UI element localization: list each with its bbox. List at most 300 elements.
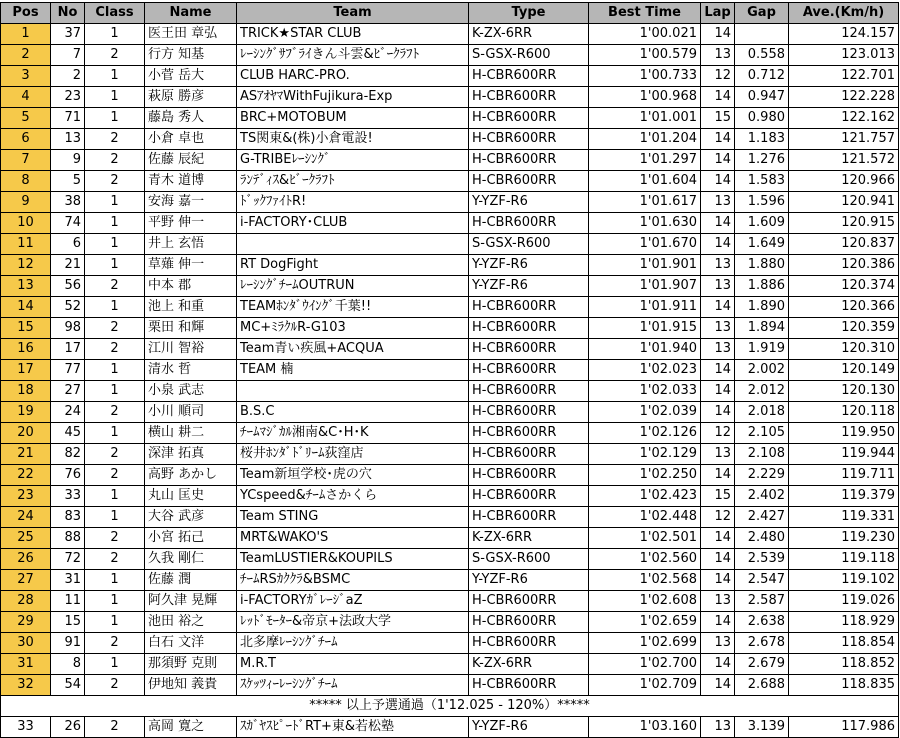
cell-gap: 2.427	[735, 507, 789, 528]
cell-type: H-CBR600RR	[469, 297, 589, 318]
cell-pos: 16	[1, 339, 51, 360]
cell-average-speed: 118.852	[789, 654, 899, 675]
cell-best-time: 1'02.501	[589, 528, 701, 549]
cell-average-speed: 120.374	[789, 276, 899, 297]
cell-pos: 31	[1, 654, 51, 675]
cell-class: 2	[85, 129, 145, 150]
cell-pos: 32	[1, 675, 51, 696]
results-body	[1, 24, 899, 738]
cell-no: 76	[51, 465, 85, 486]
cell-gap: 2.587	[735, 591, 789, 612]
cell-type: H-CBR600RR	[469, 87, 589, 108]
cell-pos: 24	[1, 507, 51, 528]
cell-lap: 14	[701, 465, 735, 486]
cell-gap: 2.018	[735, 402, 789, 423]
cell-class: 1	[85, 192, 145, 213]
cell-average-speed: 119.944	[789, 444, 899, 465]
cell-type: H-CBR600RR	[469, 381, 589, 402]
cell-no: 98	[51, 318, 85, 339]
cell-class: 1	[85, 255, 145, 276]
cell-best-time: 1'02.709	[589, 675, 701, 696]
header-type: Type	[469, 3, 589, 24]
cell-average-speed: 119.026	[789, 591, 899, 612]
cell-best-time: 1'01.204	[589, 129, 701, 150]
table-row	[1, 486, 899, 507]
cell-no: 56	[51, 276, 85, 297]
cell-name: 中本 郡	[145, 276, 237, 297]
cell-best-time: 1'02.659	[589, 612, 701, 633]
cell-pos: 1	[1, 24, 51, 45]
cell-name: 小菅 岳大	[145, 66, 237, 87]
cell-pos: 6	[1, 129, 51, 150]
cell-best-time: 1'01.940	[589, 339, 701, 360]
cell-no: 5	[51, 171, 85, 192]
cell-name: 萩原 勝彦	[145, 87, 237, 108]
cell-pos: 13	[1, 276, 51, 297]
cell-class: 2	[85, 45, 145, 66]
cell-best-time: 1'01.901	[589, 255, 701, 276]
cell-gap: 1.276	[735, 150, 789, 171]
cell-pos: 22	[1, 465, 51, 486]
cell-best-time: 1'01.915	[589, 318, 701, 339]
cell-team: ﾁｰﾑﾏｼﾞｶﾙ湘南&C･H･K	[237, 423, 469, 444]
cell-average-speed: 119.118	[789, 549, 899, 570]
cell-no: 82	[51, 444, 85, 465]
cell-team: TEAMﾎﾝﾀﾞｳｲﾝｸﾞ千葉!!	[237, 297, 469, 318]
cell-type: S-GSX-R600	[469, 45, 589, 66]
cell-type: H-CBR600RR	[469, 360, 589, 381]
cell-gap: 2.012	[735, 381, 789, 402]
cell-gap: 1.583	[735, 171, 789, 192]
cell-type: H-CBR600RR	[469, 213, 589, 234]
cell-type: K-ZX-6RR	[469, 24, 589, 45]
cell-no: 52	[51, 297, 85, 318]
cell-name: 丸山 匡史	[145, 486, 237, 507]
cell-average-speed: 117.986	[789, 717, 899, 738]
cell-average-speed: 120.386	[789, 255, 899, 276]
cell-pos: 23	[1, 486, 51, 507]
cell-average-speed: 120.966	[789, 171, 899, 192]
cell-gap: 0.712	[735, 66, 789, 87]
cell-average-speed: 118.835	[789, 675, 899, 696]
cell-team: Team STING	[237, 507, 469, 528]
cell-class: 2	[85, 549, 145, 570]
cell-name: 那須野 克則	[145, 654, 237, 675]
cell-lap: 15	[701, 486, 735, 507]
cell-lap: 13	[701, 717, 735, 738]
cell-gap: 0.947	[735, 87, 789, 108]
cell-type: H-CBR600RR	[469, 591, 589, 612]
cell-pos: 25	[1, 528, 51, 549]
cell-gap: 2.229	[735, 465, 789, 486]
cell-type: Y-YZF-R6	[469, 255, 589, 276]
cell-type: H-CBR600RR	[469, 171, 589, 192]
cell-lap: 14	[701, 675, 735, 696]
cell-best-time: 1'01.630	[589, 213, 701, 234]
table-row	[1, 633, 899, 654]
cell-name: 高野 あかし	[145, 465, 237, 486]
cell-team: TeamLUSTIER&KOUPILS	[237, 549, 469, 570]
cell-type: K-ZX-6RR	[469, 528, 589, 549]
cell-type: H-CBR600RR	[469, 486, 589, 507]
cell-type: H-CBR600RR	[469, 423, 589, 444]
table-row	[1, 549, 899, 570]
cell-no: 15	[51, 612, 85, 633]
table-row	[1, 570, 899, 591]
cell-gap: 2.108	[735, 444, 789, 465]
cell-name: 深津 拓真	[145, 444, 237, 465]
table-row	[1, 381, 899, 402]
cell-gap: 1.890	[735, 297, 789, 318]
cell-class: 2	[85, 717, 145, 738]
cell-no: 13	[51, 129, 85, 150]
cell-class: 1	[85, 108, 145, 129]
cell-pos: 12	[1, 255, 51, 276]
cell-no: 8	[51, 654, 85, 675]
cell-pos: 7	[1, 150, 51, 171]
cell-average-speed: 122.701	[789, 66, 899, 87]
cell-team: CLUB HARC-PRO.	[237, 66, 469, 87]
cell-pos: 20	[1, 423, 51, 444]
cell-no: 91	[51, 633, 85, 654]
cell-lap: 14	[701, 213, 735, 234]
cell-lap: 14	[701, 360, 735, 381]
table-row	[1, 318, 899, 339]
cell-pos: 30	[1, 633, 51, 654]
cell-team: ﾚｯﾄﾞﾓｰﾀｰ&帝京+法政大学	[237, 612, 469, 633]
cell-pos: 4	[1, 87, 51, 108]
table-row	[1, 402, 899, 423]
cell-lap: 14	[701, 24, 735, 45]
cell-no: 83	[51, 507, 85, 528]
table-row	[1, 591, 899, 612]
cell-gap: 1.183	[735, 129, 789, 150]
cell-average-speed: 119.102	[789, 570, 899, 591]
cell-gap: 1.886	[735, 276, 789, 297]
cell-no: 27	[51, 381, 85, 402]
cell-gap: 2.688	[735, 675, 789, 696]
cell-type: K-ZX-6RR	[469, 654, 589, 675]
cell-no: 88	[51, 528, 85, 549]
cell-name: 行方 知基	[145, 45, 237, 66]
cell-best-time: 1'02.423	[589, 486, 701, 507]
table-row	[1, 528, 899, 549]
qualification-separator-row	[1, 696, 899, 717]
cell-class: 2	[85, 150, 145, 171]
cell-lap: 12	[701, 423, 735, 444]
cell-lap: 12	[701, 507, 735, 528]
cell-average-speed: 120.118	[789, 402, 899, 423]
cell-pos: 14	[1, 297, 51, 318]
cell-average-speed: 120.359	[789, 318, 899, 339]
cell-average-speed: 121.572	[789, 150, 899, 171]
cell-name: 小宮 拓己	[145, 528, 237, 549]
cell-type: Y-YZF-R6	[469, 717, 589, 738]
cell-type: S-GSX-R600	[469, 549, 589, 570]
cell-class: 2	[85, 339, 145, 360]
cell-name: 安海 嘉一	[145, 192, 237, 213]
cell-average-speed: 120.915	[789, 213, 899, 234]
cell-lap: 13	[701, 45, 735, 66]
cell-gap: 0.980	[735, 108, 789, 129]
cell-best-time: 1'02.700	[589, 654, 701, 675]
header-class: Class	[85, 3, 145, 24]
cell-name: 井上 玄悟	[145, 234, 237, 255]
cell-type: H-CBR600RR	[469, 633, 589, 654]
cell-no: 33	[51, 486, 85, 507]
header-team: Team	[237, 3, 469, 24]
table-row	[1, 213, 899, 234]
cell-class: 2	[85, 675, 145, 696]
cell-no: 77	[51, 360, 85, 381]
cell-class: 2	[85, 171, 145, 192]
cell-best-time: 1'00.579	[589, 45, 701, 66]
cell-class: 1	[85, 423, 145, 444]
cell-name: 栗田 和輝	[145, 318, 237, 339]
table-header-row	[1, 3, 899, 24]
cell-class: 2	[85, 318, 145, 339]
header-lap: Lap	[701, 3, 735, 24]
cell-name: 小泉 武志	[145, 381, 237, 402]
cell-average-speed: 120.941	[789, 192, 899, 213]
cell-best-time: 1'00.021	[589, 24, 701, 45]
cell-gap: 1.609	[735, 213, 789, 234]
cell-gap: 2.678	[735, 633, 789, 654]
cell-pos: 17	[1, 360, 51, 381]
cell-no: 24	[51, 402, 85, 423]
cell-best-time: 1'01.297	[589, 150, 701, 171]
cell-lap: 13	[701, 339, 735, 360]
cell-pos: 2	[1, 45, 51, 66]
cell-no: 54	[51, 675, 85, 696]
cell-team: YCspeed&ﾁｰﾑさかくら	[237, 486, 469, 507]
cell-lap: 13	[701, 591, 735, 612]
table-row	[1, 87, 899, 108]
table-row	[1, 675, 899, 696]
cell-name: 平野 伸一	[145, 213, 237, 234]
cell-average-speed: 120.149	[789, 360, 899, 381]
cell-team: Team青い疾風+ACQUA	[237, 339, 469, 360]
cell-team: ｽｶﾞﾔｽﾋﾟｰﾄﾞRT+東&若松塾	[237, 717, 469, 738]
cell-gap: 1.880	[735, 255, 789, 276]
cell-name: 横山 耕二	[145, 423, 237, 444]
table-row	[1, 66, 899, 87]
cell-gap: 2.539	[735, 549, 789, 570]
cell-average-speed: 119.950	[789, 423, 899, 444]
cell-name: 阿久津 晃輝	[145, 591, 237, 612]
cell-no: 31	[51, 570, 85, 591]
cell-team: ﾁｰﾑRSｶｸｸﾗ&BSMC	[237, 570, 469, 591]
table-row	[1, 276, 899, 297]
cell-best-time: 1'01.617	[589, 192, 701, 213]
cell-pos: 5	[1, 108, 51, 129]
header-pos: Pos	[1, 3, 51, 24]
table-row	[1, 171, 899, 192]
table-row	[1, 423, 899, 444]
cell-lap: 14	[701, 297, 735, 318]
cell-name: 江川 智裕	[145, 339, 237, 360]
cell-lap: 14	[701, 234, 735, 255]
cell-best-time: 1'02.560	[589, 549, 701, 570]
cell-gap: 3.139	[735, 717, 789, 738]
cell-gap: 1.919	[735, 339, 789, 360]
cell-lap: 14	[701, 129, 735, 150]
cell-average-speed: 119.331	[789, 507, 899, 528]
cell-pos: 10	[1, 213, 51, 234]
header-gap: Gap	[735, 3, 789, 24]
cell-pos: 3	[1, 66, 51, 87]
table-row	[1, 360, 899, 381]
cell-class: 1	[85, 234, 145, 255]
cell-name: 医王田 章弘	[145, 24, 237, 45]
cell-average-speed: 119.711	[789, 465, 899, 486]
table-row	[1, 654, 899, 675]
cell-no: 26	[51, 717, 85, 738]
cell-name: 高岡 寛之	[145, 717, 237, 738]
cell-lap: 15	[701, 108, 735, 129]
cell-name: 佐藤 辰紀	[145, 150, 237, 171]
cell-class: 2	[85, 633, 145, 654]
cell-lap: 14	[701, 612, 735, 633]
cell-class: 2	[85, 465, 145, 486]
cell-lap: 13	[701, 633, 735, 654]
table-row	[1, 444, 899, 465]
cell-gap: 1.894	[735, 318, 789, 339]
cell-average-speed: 123.013	[789, 45, 899, 66]
cell-best-time: 1'02.448	[589, 507, 701, 528]
cell-lap: 13	[701, 255, 735, 276]
table-row	[1, 150, 899, 171]
cell-no: 21	[51, 255, 85, 276]
cell-lap: 13	[701, 318, 735, 339]
cell-class: 2	[85, 276, 145, 297]
table-row	[1, 192, 899, 213]
cell-class: 1	[85, 66, 145, 87]
cell-lap: 14	[701, 549, 735, 570]
cell-best-time: 1'02.039	[589, 402, 701, 423]
cell-team: Team新垣学校･虎の穴	[237, 465, 469, 486]
cell-best-time: 1'01.911	[589, 297, 701, 318]
cell-team: 桜井ﾎﾝﾀﾞﾄﾞﾘｰﾑ荻窪店	[237, 444, 469, 465]
cell-pos: 28	[1, 591, 51, 612]
cell-team: i-FACTORYｶﾞﾚｰｼﾞaZ	[237, 591, 469, 612]
cell-best-time: 1'02.023	[589, 360, 701, 381]
cell-class: 1	[85, 360, 145, 381]
table-row	[1, 297, 899, 318]
cell-pos: 27	[1, 570, 51, 591]
cell-best-time: 1'02.033	[589, 381, 701, 402]
cell-gap: 0.558	[735, 45, 789, 66]
table-row	[1, 45, 899, 66]
cell-type: H-CBR600RR	[469, 150, 589, 171]
cell-type: H-CBR600RR	[469, 339, 589, 360]
table-row	[1, 465, 899, 486]
cell-gap: 2.002	[735, 360, 789, 381]
cell-lap: 13	[701, 192, 735, 213]
cell-team: TS関東&(株)小倉電設!	[237, 129, 469, 150]
cell-best-time: 1'02.608	[589, 591, 701, 612]
cell-type: H-CBR600RR	[469, 444, 589, 465]
cell-pos: 29	[1, 612, 51, 633]
cell-name: 清水 哲	[145, 360, 237, 381]
cell-type: S-GSX-R600	[469, 234, 589, 255]
cell-best-time: 1'02.250	[589, 465, 701, 486]
cell-no: 74	[51, 213, 85, 234]
table-row	[1, 24, 899, 45]
table-row	[1, 108, 899, 129]
table-row	[1, 255, 899, 276]
cell-no: 11	[51, 591, 85, 612]
results-table	[0, 2, 899, 738]
cell-type: H-CBR600RR	[469, 507, 589, 528]
cell-name: 草薙 伸一	[145, 255, 237, 276]
cell-no: 45	[51, 423, 85, 444]
cell-lap: 13	[701, 276, 735, 297]
cell-best-time: 1'02.126	[589, 423, 701, 444]
cell-lap: 12	[701, 66, 735, 87]
cell-name: 池田 裕之	[145, 612, 237, 633]
cell-team: BRC+MOTOBUM	[237, 108, 469, 129]
cell-class: 1	[85, 612, 145, 633]
cell-team: ﾚｰｼﾝｸﾞｻﾌﾞﾗｲきん斗雲&ﾋﾞｰｸﾗﾌﾄ	[237, 45, 469, 66]
cell-name: 小川 順司	[145, 402, 237, 423]
cell-team	[237, 381, 469, 402]
cell-class: 1	[85, 213, 145, 234]
cell-gap: 2.547	[735, 570, 789, 591]
cell-team: TRICK★STAR CLUB	[237, 24, 469, 45]
cell-team: ASｱｵﾔﾏWithFujikura-Exp	[237, 87, 469, 108]
cell-type: H-CBR600RR	[469, 465, 589, 486]
cell-type: H-CBR600RR	[469, 675, 589, 696]
table-row	[1, 129, 899, 150]
cell-class: 1	[85, 507, 145, 528]
cell-best-time: 1'00.968	[589, 87, 701, 108]
cell-lap: 14	[701, 402, 735, 423]
cell-pos: 9	[1, 192, 51, 213]
cell-team: ﾄﾞｯｸﾌｧｲﾄR!	[237, 192, 469, 213]
cell-class: 1	[85, 654, 145, 675]
qualification-cutoff-note: ***** 以上予選通過（1'12.025 - 120%）*****	[1, 696, 899, 717]
cell-best-time: 1'01.001	[589, 108, 701, 129]
cell-class: 2	[85, 444, 145, 465]
cell-name: 青木 道博	[145, 171, 237, 192]
cell-lap: 14	[701, 381, 735, 402]
cell-class: 2	[85, 402, 145, 423]
cell-lap: 14	[701, 570, 735, 591]
cell-type: H-CBR600RR	[469, 129, 589, 150]
cell-best-time: 1'01.670	[589, 234, 701, 255]
cell-average-speed: 120.837	[789, 234, 899, 255]
cell-type: Y-YZF-R6	[469, 192, 589, 213]
cell-average-speed: 120.130	[789, 381, 899, 402]
results-table-container	[0, 2, 898, 738]
table-row	[1, 234, 899, 255]
cell-team: i-FACTORY･CLUB	[237, 213, 469, 234]
cell-lap: 14	[701, 654, 735, 675]
cell-pos: 15	[1, 318, 51, 339]
cell-type: H-CBR600RR	[469, 402, 589, 423]
cell-pos: 11	[1, 234, 51, 255]
cell-class: 1	[85, 486, 145, 507]
cell-pos: 19	[1, 402, 51, 423]
cell-type: H-CBR600RR	[469, 318, 589, 339]
cell-name: 池上 和重	[145, 297, 237, 318]
cell-no: 72	[51, 549, 85, 570]
cell-pos: 8	[1, 171, 51, 192]
cell-type: H-CBR600RR	[469, 66, 589, 87]
cell-best-time: 1'01.907	[589, 276, 701, 297]
cell-lap: 14	[701, 528, 735, 549]
